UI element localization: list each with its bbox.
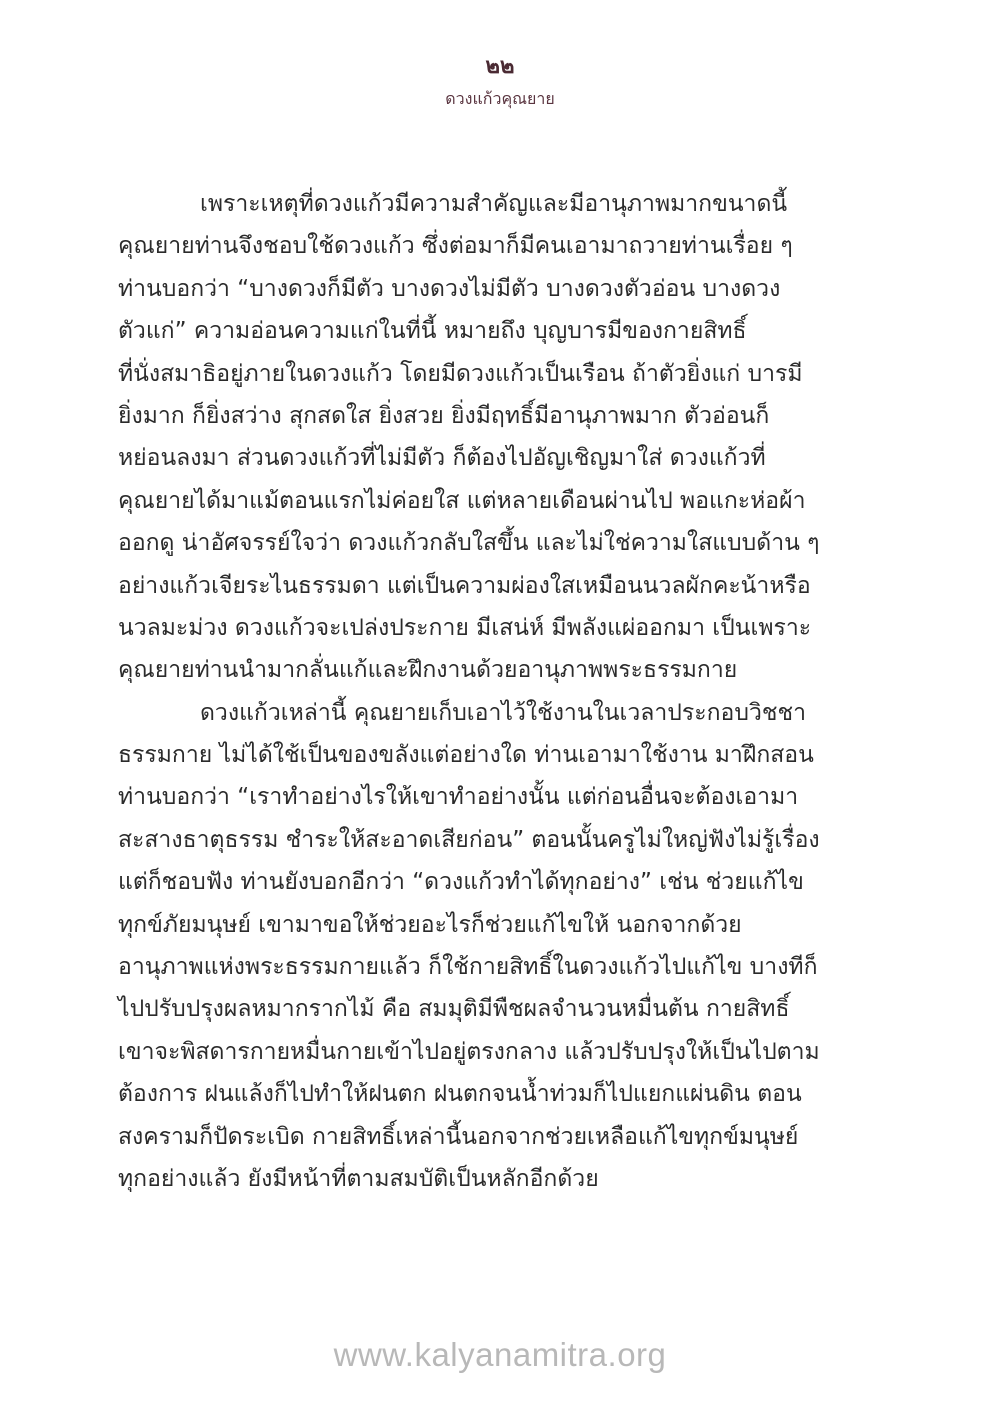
page-header bbox=[0, 52, 1000, 112]
paragraph-1-line: ที่นั่งสมาธิอยู่ภายในดวงแก้ว โดยมีดวงแก้วเป็นเรือน ถ้าตัวยิ่งแก่ บารมี bbox=[118, 360, 803, 387]
paragraph-2-line: ท่านบอกว่า “เราทำอย่างไรให้เขาทำอย่างนั้น แต่ก่อนอื่นจะต้องเอามา bbox=[118, 784, 799, 811]
footer-url: www.kalyanamitra.org bbox=[333, 1336, 667, 1373]
paragraph-1-line: นวลมะม่วง ดวงแก้วจะเปล่งประกาย มีเสน่ห์ มีพลังแผ่ออกมา เป็นเพราะ bbox=[118, 614, 812, 641]
paragraph-1-line: หย่อนลงมา ส่วนดวงแก้วที่ไม่มีตัว ก็ต้องไปอัญเชิญมาใส่ ดวงแก้วที่ bbox=[118, 445, 766, 472]
paragraph-2-line: ดวงแก้วเหล่านี้ คุณยายเก็บเอาไว้ใช้งานในเวลาประกอบวิชชา bbox=[200, 699, 807, 726]
paragraph-1-line: คุณยายท่านนำมากลั่นแก้และฝึกงานด้วยอานุภาพพระธรรมกาย bbox=[118, 657, 738, 684]
paragraph-1-line: ยิ่งมาก ก็ยิ่งสว่าง สุกสดใส ยิ่งสวย ยิ่งมีฤทธิ์มีอานุภาพมาก ตัวอ่อนก็ bbox=[118, 402, 770, 429]
paragraph-1-line: คุณยายท่านจึงชอบใช้ดวงแก้ว ซึ่งต่อมาก็มีคนเอามาถวายท่านเรื่อย ๆ bbox=[118, 233, 793, 260]
paragraph-2-line: ต้องการ ฝนแล้งก็ไปทำให้ฝนตก ฝนตกจนน้ำท่วมก็ไปแยกแผ่นดิน ตอน bbox=[118, 1081, 802, 1108]
paragraph-2-line: แต่ก็ชอบฟัง ท่านยังบอกอีกว่า “ดวงแก้วทำได้ทุกอย่าง” เช่น ช่วยแก้ไข bbox=[118, 869, 804, 896]
page-number: ๒๒ bbox=[485, 54, 515, 79]
paragraph-2-line: อานุภาพแห่งพระธรรมกายแล้ว ก็ใช้กายสิทธิ์ในดวงแก้วไปแก้ไข บางทีก็ bbox=[118, 954, 818, 981]
running-title: ดวงแก้วคุณยาย bbox=[445, 89, 555, 108]
paragraph-1-line: ท่านบอกว่า “บางดวงก็มีตัว บางดวงไม่มีตัว บางดวงตัวอ่อน บางดวง bbox=[118, 275, 781, 302]
paragraph-1-line: ออกดู น่าอัศจรรย์ใจว่า ดวงแก้วกลับใสขึ้น และไม่ใช่ความใสแบบด้าน ๆ bbox=[118, 530, 820, 557]
paragraph-2-line: เขาจะพิสดารกายหมื่นกายเข้าไปอยู่ตรงกลาง แล้วปรับปรุงให้เป็นไปตาม bbox=[118, 1038, 820, 1065]
paragraph-1-line: ตัวแก่” ความอ่อนความแก่ในที่นี้ หมายถึง บุญบารมีของกายสิทธิ์ bbox=[118, 318, 747, 345]
paragraph-2-line: สงครามก็ปัดระเบิด กายสิทธิ์เหล่านี้นอกจากช่วยเหลือแก้ไขทุกข์มนุษย์ bbox=[118, 1123, 799, 1150]
paragraph-1-line: อย่างแก้วเจียระไนธรรมดา แต่เป็นความผ่องใสเหมือนนวลผักคะน้าหรือ bbox=[118, 572, 811, 599]
paragraph-1-line: เพราะเหตุที่ดวงแก้วมีความสำคัญและมีอานุภาพมากขนาดนี้ bbox=[200, 191, 788, 217]
paragraph-2-line: ทุกอย่างแล้ว ยังมีหน้าที่ตามสมบัติเป็นหลักอีกด้วย bbox=[118, 1165, 599, 1192]
paragraph-2-line: ไปปรับปรุงผลหมากรากไม้ คือ สมมุติมีพืชผลจำนวนหมื่นต้น กายสิทธิ์ bbox=[118, 996, 790, 1023]
paragraph-2-line: ทุกข์ภัยมนุษย์ เขามาขอให้ช่วยอะไรก็ช่วยแก้ไขให้ นอกจากด้วย bbox=[118, 911, 742, 938]
paragraph-2-line: สะสางธาตุธรรม ชำระให้สะอาดเสียก่อน” ตอนนั้นครูไม่ใหญ่ฟังไม่รู้เรื่อง bbox=[118, 826, 820, 853]
paragraph-2-line: ธรรมกาย ไม่ได้ใช้เป็นของขลังแต่อย่างใด ท่านเอามาใช้งาน มาฝึกสอน bbox=[118, 742, 814, 769]
paragraph-1-line: คุณยายได้มาแม้ตอนแรกไม่ค่อยใส แต่หลายเดือนผ่านไป พอแกะห่อผ้า bbox=[118, 487, 806, 514]
body-text bbox=[118, 183, 888, 1200]
